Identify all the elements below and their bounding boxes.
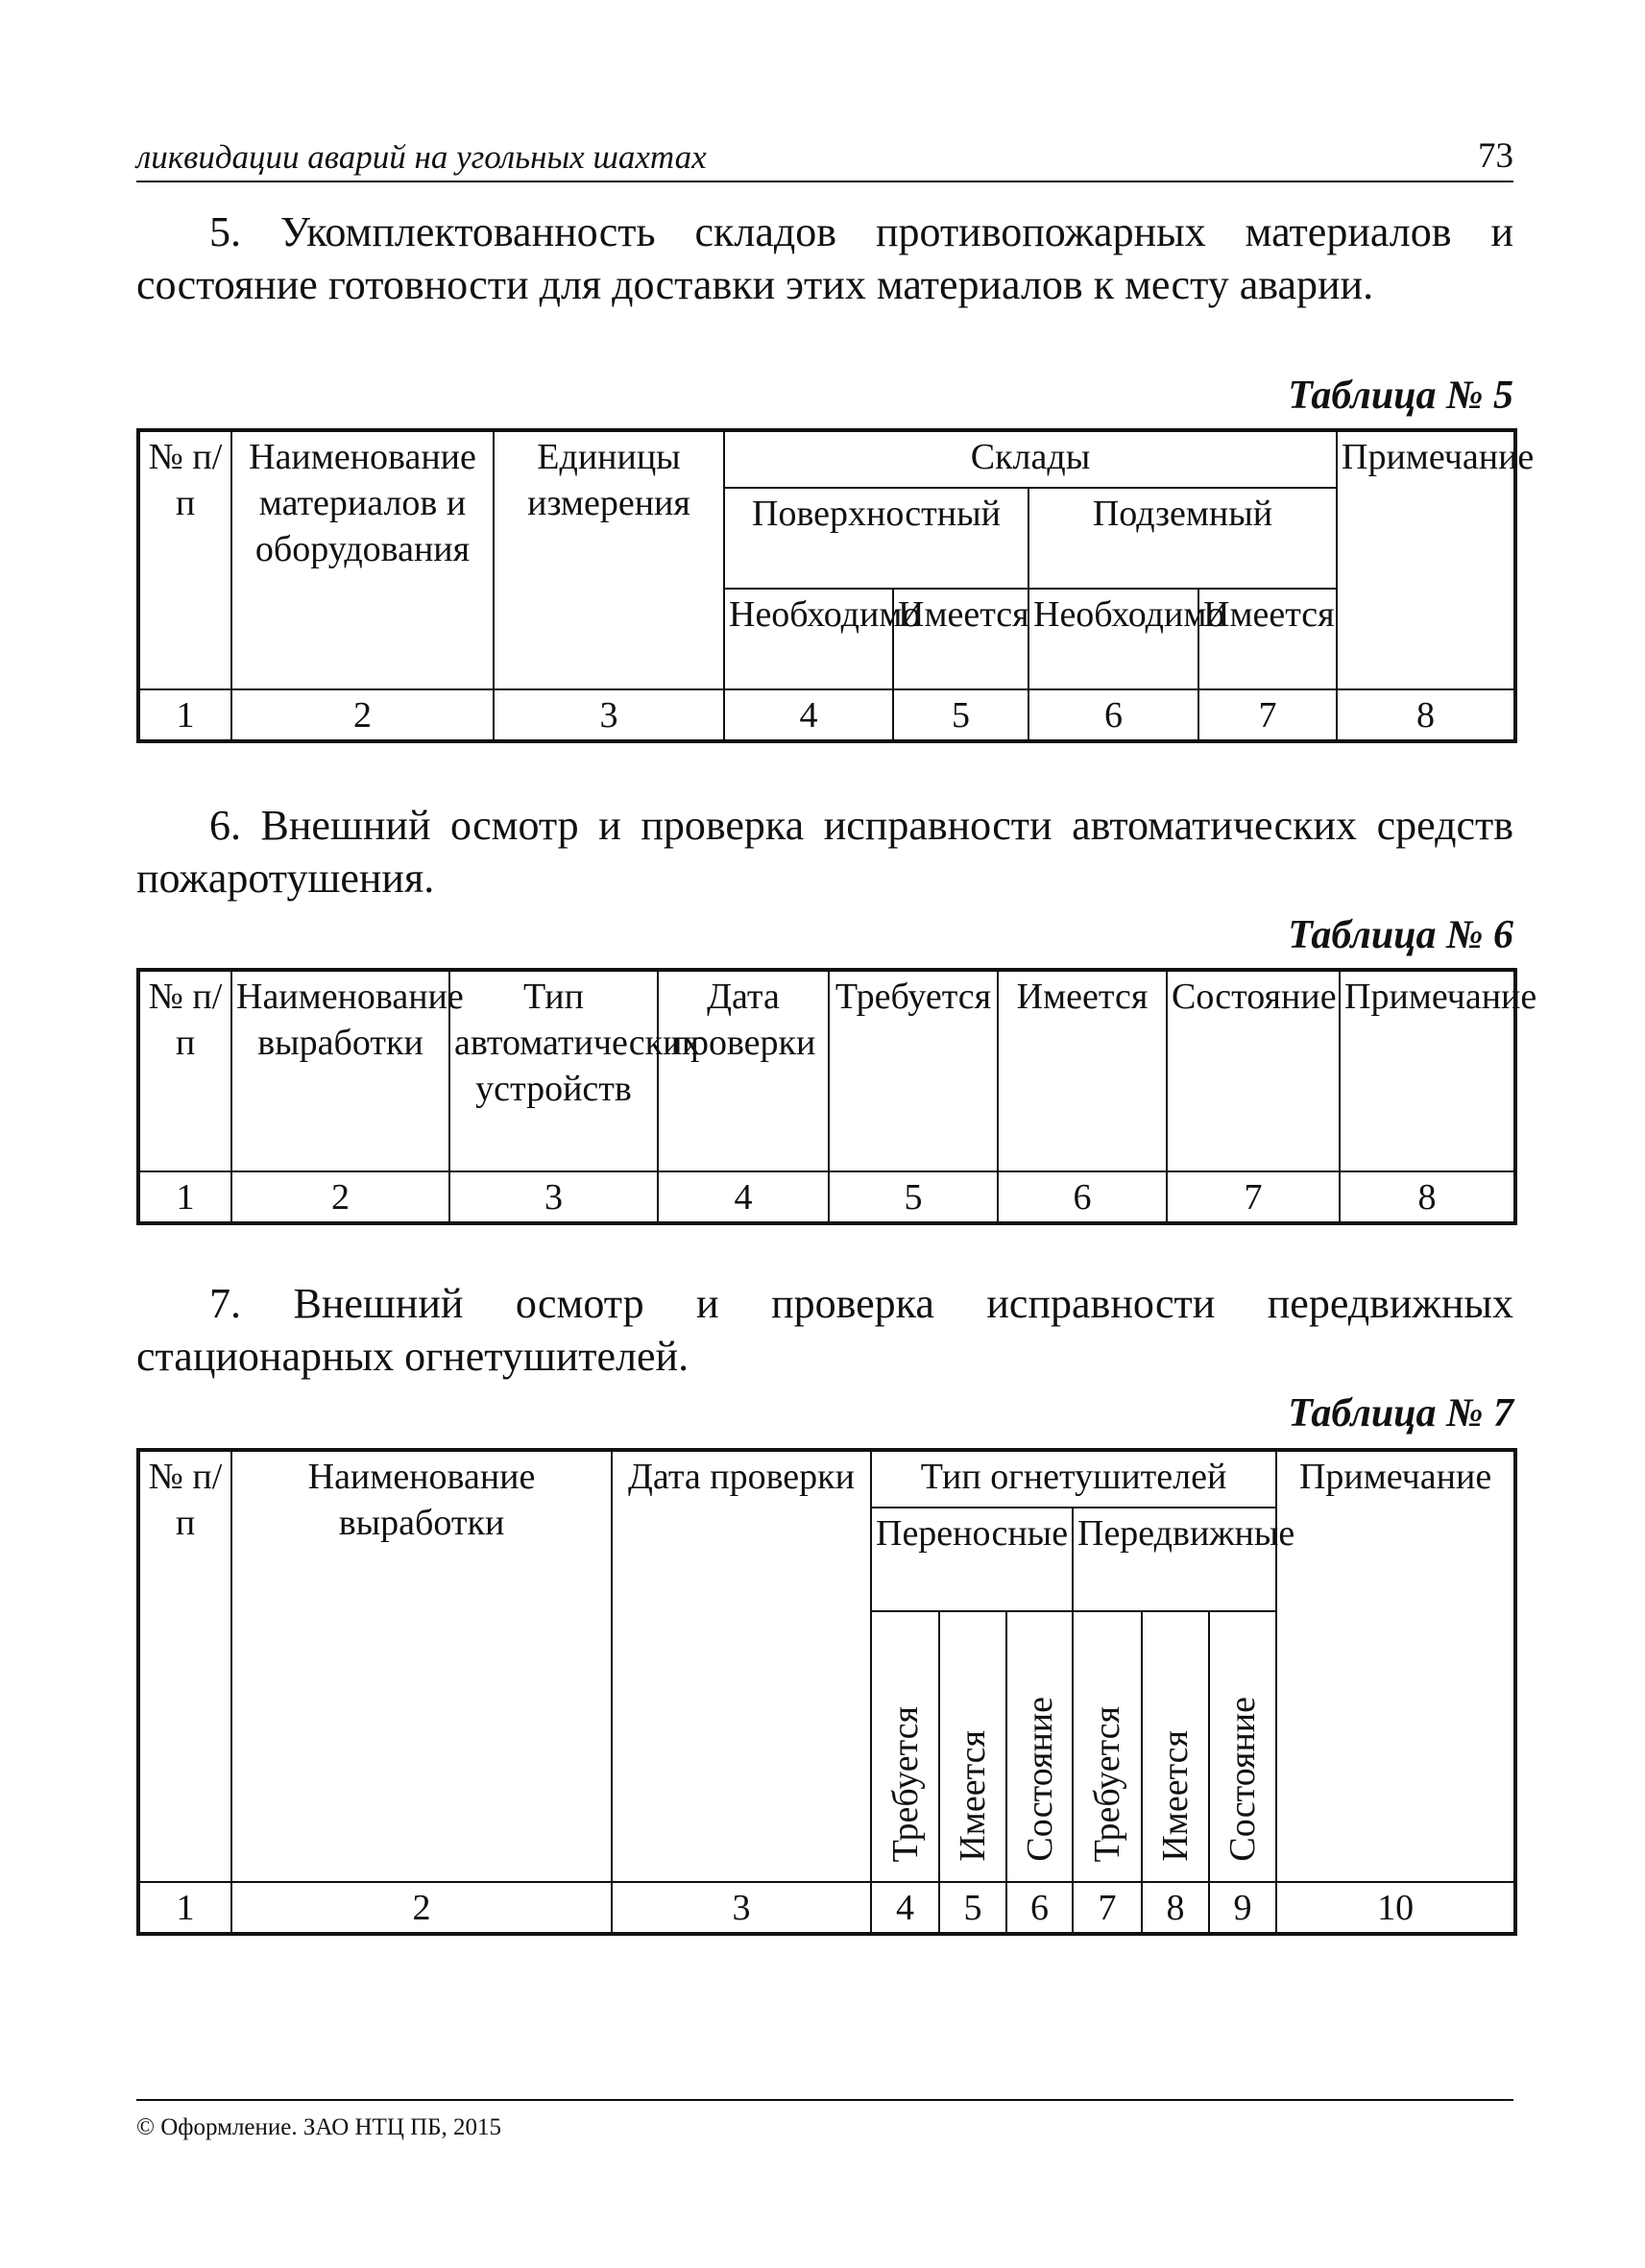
table-5-caption: Таблица № 5 <box>1288 374 1513 418</box>
t5-header-units: Единицы измерения <box>494 430 724 689</box>
t6-header-available: Имеется <box>998 970 1167 1171</box>
t7-col-number: 6 <box>1006 1882 1073 1934</box>
t7-col-number: 1 <box>138 1882 231 1934</box>
t7-col-number: 4 <box>871 1882 939 1934</box>
t7-header-state-mobile: Состояние <box>1209 1611 1276 1882</box>
section-6-text: 6. Внешний осмотр и проверка исправности автоматических средств пожаротушения. <box>136 802 1513 902</box>
t7-header-available-mobile: Имеется <box>1142 1611 1209 1882</box>
t5-col-number: 6 <box>1028 689 1198 741</box>
table-7 <box>136 1448 1517 1936</box>
table-5 <box>136 428 1535 743</box>
t7-col-number: 9 <box>1209 1882 1276 1934</box>
t7-header-required-portable: Требуется <box>871 1611 939 1882</box>
t7-col-number: 5 <box>939 1882 1006 1934</box>
t5-header-note: Примечание <box>1337 430 1515 689</box>
t7-col-number: 8 <box>1142 1882 1209 1934</box>
t7-col-number: 7 <box>1073 1882 1142 1934</box>
t5-col-number: 5 <box>893 689 1028 741</box>
t5-col-number: 8 <box>1337 689 1515 741</box>
t6-header-required: Требуется <box>829 970 998 1171</box>
t7-header-available-portable: Имеется <box>939 1611 1006 1882</box>
t5-col-number: 3 <box>494 689 724 741</box>
t7-header-note: Примечание <box>1276 1450 1515 1882</box>
t7-col-number: 2 <box>231 1882 612 1934</box>
t5-col-number: 1 <box>138 689 231 741</box>
t6-header-type: Тип автоматических устройств <box>449 970 658 1171</box>
t7-header-mobile: Передвижные <box>1073 1508 1276 1611</box>
page-header <box>136 134 1513 182</box>
t6-col-number: 5 <box>829 1171 998 1223</box>
t7-header-state-portable: Состояние <box>1006 1611 1073 1882</box>
section-7-text: 7. Внешний осмотр и проверка исправности передвижных стационарных огнетушителей. <box>136 1280 1513 1380</box>
t7-header-date: Дата проверки <box>612 1450 871 1882</box>
t7-header-name: Наименование выработки <box>231 1450 612 1882</box>
t6-col-number: 2 <box>231 1171 449 1223</box>
t5-header-num: № п/п <box>138 430 231 689</box>
t5-col-number: 4 <box>724 689 893 741</box>
t6-col-number: 6 <box>998 1171 1167 1223</box>
t6-col-number: 4 <box>658 1171 829 1223</box>
running-title: ликвидации аварий на угольных шахтах <box>136 138 707 176</box>
t5-header-available-underground: Имеется <box>1198 589 1337 689</box>
t6-header-note: Примечание <box>1340 970 1515 1171</box>
footer-copyright: © Оформление. ЗАО НТЦ ПБ, 2015 <box>136 2099 1513 2141</box>
t6-col-number: 8 <box>1340 1171 1515 1223</box>
t5-col-number: 2 <box>231 689 494 741</box>
t6-header-num: № п/п <box>138 970 231 1171</box>
t7-header-num: № п/п <box>138 1450 231 1882</box>
t5-col-number: 7 <box>1198 689 1337 741</box>
t6-header-date: Дата проверки <box>658 970 829 1171</box>
t7-header-portable: Переносные <box>871 1508 1073 1611</box>
t5-header-needed-surface: Необходимо <box>724 589 893 689</box>
t6-col-number: 1 <box>138 1171 231 1223</box>
t5-header-underground: Подземный <box>1028 488 1337 589</box>
t7-header-type: Тип огнетушителей <box>871 1450 1276 1508</box>
section-5-text: 5. Укомплектованность складов противопожарных материалов и состояние готовности для доставки этих материалов к месту аварии. <box>136 208 1513 308</box>
page-number: 73 <box>1478 136 1513 176</box>
t7-col-number: 3 <box>612 1882 871 1934</box>
t6-col-number: 3 <box>449 1171 658 1223</box>
t7-col-number: 10 <box>1276 1882 1515 1934</box>
t7-header-required-mobile: Требуется <box>1073 1611 1142 1882</box>
t6-col-number: 7 <box>1167 1171 1340 1223</box>
t6-header-state: Состояние <box>1167 970 1340 1171</box>
t5-header-surface: Поверхностный <box>724 488 1028 589</box>
t5-header-name: Наименование материалов и оборудования <box>231 430 494 689</box>
table-6 <box>136 968 1537 1225</box>
t5-header-needed-underground: Необходимо <box>1028 589 1198 689</box>
table-6-caption: Таблица № 6 <box>1288 913 1513 957</box>
t6-header-name: Наименование выработки <box>231 970 449 1171</box>
table-7-caption: Таблица № 7 <box>1288 1391 1513 1436</box>
t5-header-warehouses: Склады <box>724 430 1337 488</box>
t5-header-available-surface: Имеется <box>893 589 1028 689</box>
